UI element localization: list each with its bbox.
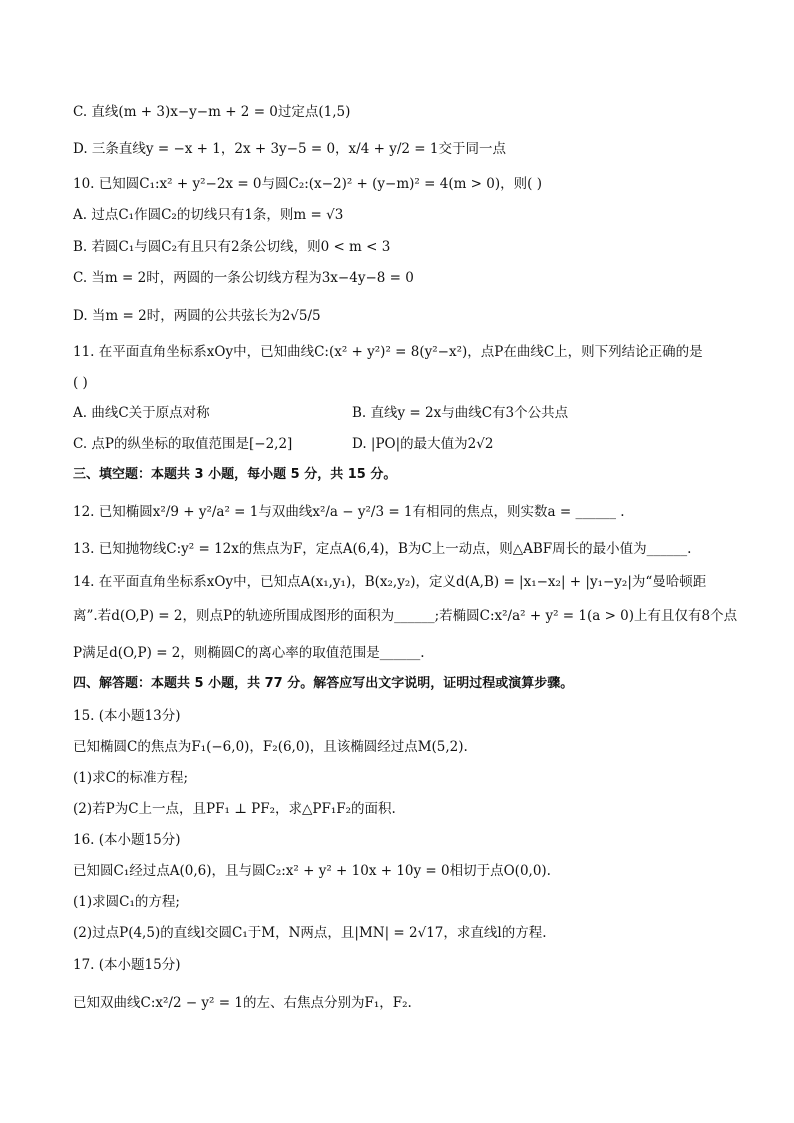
question-14-line1: 14. 在平面直角坐标系xOy中，已知点A(x₁,y₁)，B(x₂,y₂)，定义d(A,B) = |x₁−x₂| + |y₁−y₂|为“曼哈顿距 [73, 574, 707, 590]
question-16-part1: (1)求圆C₁的方程; [73, 894, 180, 910]
question-17-stem: 已知双曲线C:x²/2 − y² = 1的左、右焦点分别为F₁，F₂. [73, 995, 412, 1011]
option-10b: B. 若圆C₁与圆C₂有且只有2条公切线，则0 < m < 3 [73, 239, 391, 255]
question-14-line3: P满足d(O,P) = 2，则椭圆C的离心率的取值范围是______. [73, 645, 425, 661]
option-11d: D. |PO|的最大值为2√2 [352, 436, 494, 452]
question-16-stem: 已知圆C₁经过点A(0,6)，且与圆C₂:x² + y² + 10x + 10y = 0相切于点O(0,0). [73, 863, 551, 879]
option-11b: B. 直线y = 2x与曲线C有3个公共点 [352, 405, 569, 421]
question-15-part2: (2)若P为C上一点，且PF₁ ⊥ PF₂，求△PF₁F₂的面积. [73, 801, 396, 817]
question-11-paren: ( ) [73, 375, 88, 391]
option-10c: C. 当m = 2时，两圆的一条公切线方程为3x−4y−8 = 0 [73, 270, 414, 286]
question-11: 11. 在平面直角坐标系xOy中，已知曲线C:(x² + y²)² = 8(y²−x²)，点P在曲线C上，则下列结论正确的是 [73, 344, 703, 360]
section-3-heading: 三、填空题：本题共 3 小题，每小题 5 分，共 15 分。 [73, 467, 397, 482]
question-15-stem: 已知椭圆C的焦点为F₁(−6,0)，F₂(6,0)，且该椭圆经过点M(5,2). [73, 739, 468, 755]
question-17-title: 17. (本小题15分) [73, 957, 181, 973]
question-16-title: 16. (本小题15分) [73, 832, 181, 848]
question-14-line2: 离”.若d(O,P) = 2，则点P的轨迹所围成图形的面积为______;若椭圆C:x²/a² + y² = 1(a > 0)上有且仅有8个点 [73, 608, 738, 624]
option-11c: C. 点P的纵坐标的取值范围是[−2,2] [73, 436, 293, 452]
question-15-part1: (1)求C的标准方程; [73, 770, 189, 786]
question-15-title: 15. (本小题13分) [73, 708, 181, 724]
option-9c: C. 直线(m + 3)x−y−m + 2 = 0过定点(1,5) [73, 104, 351, 120]
option-11a: A. 曲线C关于原点对称 [73, 405, 210, 421]
section-4-heading: 四、解答题：本题共 5 小题，共 77 分。解答应写出文字说明，证明过程或演算步骤。 [73, 676, 574, 691]
question-10: 10. 已知圆C₁:x² + y²−2x = 0与圆C₂:(x−2)² + (y−m)² = 4(m > 0)，则( ) [73, 176, 542, 192]
option-10d: D. 当m = 2时，两圆的公共弦长为2√5/5 [73, 308, 321, 324]
question-16-part2: (2)过点P(4,5)的直线l交圆C₁于M，N两点，且|MN| = 2√17，求直线l的方程. [73, 925, 547, 941]
option-10a: A. 过点C₁作圆C₂的切线只有1条，则m = √3 [73, 207, 344, 223]
question-13: 13. 已知抛物线C:y² = 12x的焦点为F，定点A(6,4)，B为C上一动点，则△ABF周长的最小值为______. [73, 541, 692, 557]
option-9d: D. 三条直线y = −x + 1，2x + 3y−5 = 0，x/4 + y/2 = 1交于同一点 [73, 141, 506, 157]
question-12: 12. 已知椭圆x²/9 + y²/a² = 1与双曲线x²/a − y²/3 = 1有相同的焦点，则实数a = ______ . [73, 504, 625, 520]
